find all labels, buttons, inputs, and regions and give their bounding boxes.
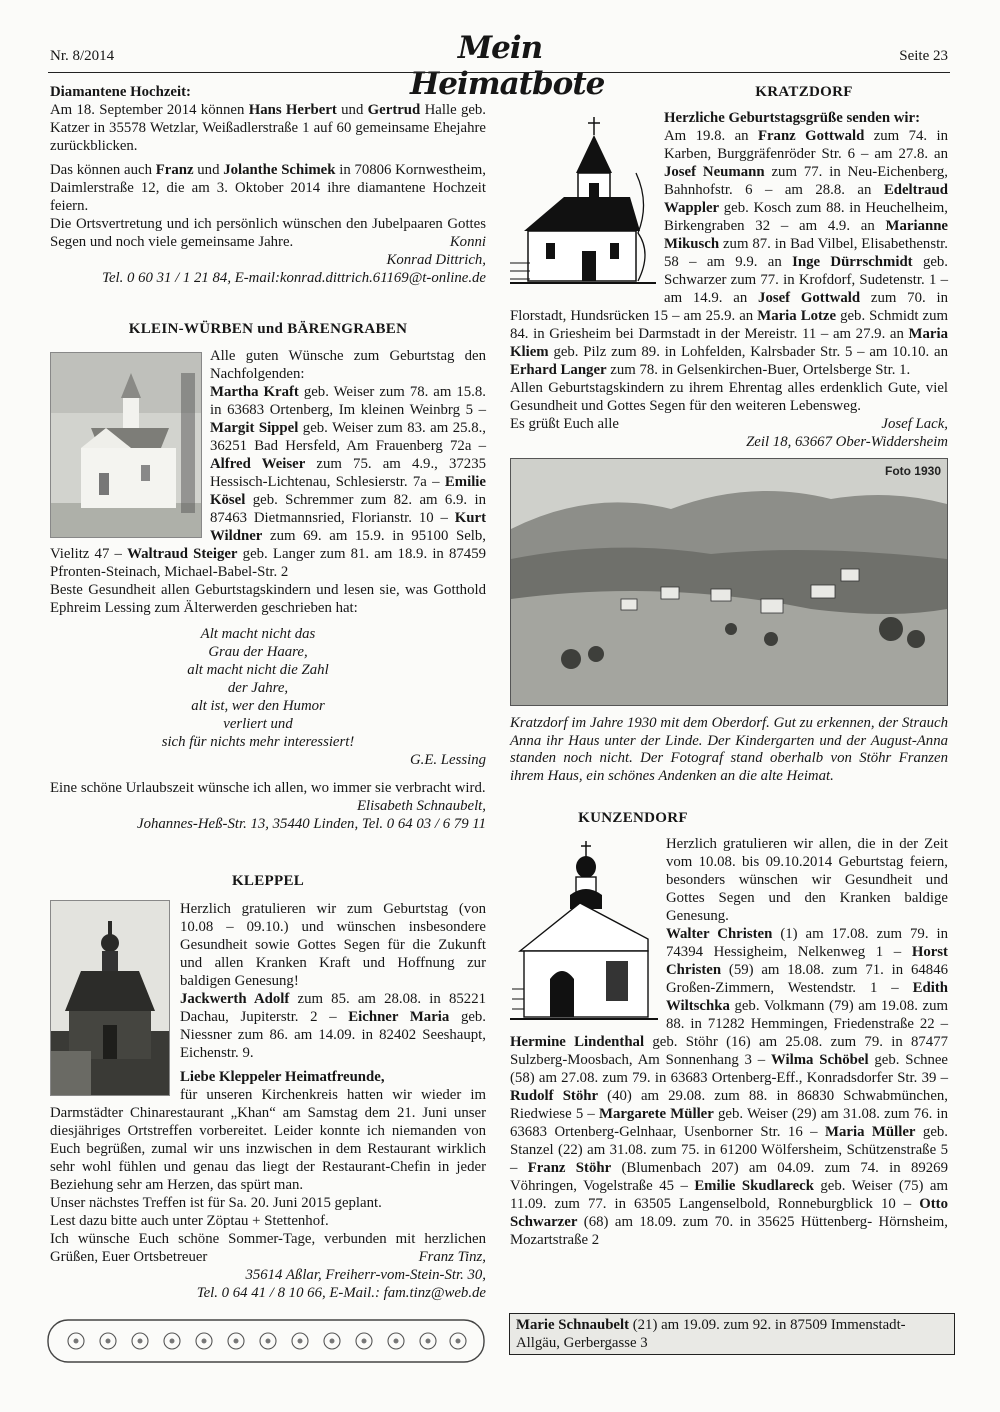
page-number: Seite 23	[899, 48, 948, 64]
flower-border-icon	[46, 1318, 486, 1364]
poem-line: sich für nichts mehr interessiert!	[161, 734, 355, 750]
diamond-paragraph-1: Am 18. September 2014 können Hans Herbert und Gertrud Halle geb. Katzer in 35578 Wetzlar, Weißadlerstraße 1 auf 60 gemeinsame Ehejahre zurückblicken.	[50, 102, 487, 154]
highlight-text: (21) am 19.09. zum 92. in 87509 Immenstadt-Allgäu, Gerbergasse 3	[516, 1317, 906, 1351]
klein-closing-address: Johannes-Heß-Str. 13, 35440 Linden, Tel. 0 64 03 / 6 79 11	[137, 816, 486, 832]
kleppel-address: 35614 Aßlar, Freiherr-vom-Stein-Str. 30,	[245, 1267, 486, 1283]
diamond-paragraph-2: Das können auch Franz und Jolanthe Schimek in 70806 Kornwestheim, Daimlerstraße 12, die am 3. Oktober 2014 ihre diamantene Hochzeit feiern.	[50, 162, 486, 214]
kleppel-section	[50, 872, 486, 1302]
klein-wuerben-section	[50, 320, 486, 833]
diamond-contact: Tel. 0 60 31 / 1 21 84, E-mail:konrad.dittrich.61169@t-online.de	[102, 270, 486, 286]
church-drawing-kunzendorf	[510, 839, 658, 1029]
kratzdorf-heading: KRATZDORF	[755, 84, 853, 100]
poem-line: Alt macht nicht das	[200, 626, 316, 642]
kratzdorf-section	[510, 83, 948, 785]
left-column	[50, 83, 486, 1302]
klein-birthday-list: Martha Kraft geb. Weiser zum 78. am 15.8. in 63683 Ortenberg, Im kleinen Weinbrg 5 – Margit Sippel geb. Weiser zum 83. am 25.8., 36251 Bad Hersfeld, Am Frauenberg 72a – Alfred Weiser zum 75. am 4.9., 37235 Hessisch-Lichtenau, Schlesierstr. 7a – Emilie Kösel geb. Schremmer zum 82. am 6.9. in 87463 Dietmannsried, Florianstr. 10 – Kurt Wildner zum 69. am 15.9. in 95100 Selb, Vielitz 47 – Waltraud Steiger geb. Langer zum 81. am 18.9. in 87459 Pfronten-Steinach, Michael-Babel-Str. 2	[50, 384, 487, 580]
lessing-poem	[30, 625, 486, 751]
chapel-klein-icon	[51, 353, 201, 537]
highlighted-birthday-box	[509, 1313, 955, 1355]
kleppel-wishes: Ich wünsche Euch schöne Sommer-Tage, verbunden mit herzlichen Grüßen, Euer Ortsbetreuer Franz Tinz,	[50, 1231, 486, 1265]
kunzendorf-intro: Herzlich gratulieren wir allen, die in der Zeit vom 10.08. bis 09.10.2014 Geburtstag feiern, besonders wünschen wir Gesundheit und Gottes Segen und den Kranken baldige Genesung.	[666, 836, 948, 924]
kleppel-intro: Herzlich gratulieren wir zum Geburtstag (von 10.08 – 09.10.) und wünschen insbesondere Gesundheit sowie Gottes Segen für die Zukunft und allen Kranken Kraft und Hoffnung zur baldigen Genesung!	[180, 901, 486, 989]
masthead-title: Mein Heimatbote	[410, 30, 605, 102]
chapel-photo-klein	[50, 352, 202, 538]
kleppel-contact: Tel. 0 64 41 / 8 10 66, E-Mail.: fam.tinz@web.de	[196, 1285, 486, 1301]
kunzendorf-birthday-list: Walter Christen (1) am 17.08. zum 79. in 74394 Hessigheim, Nelkenweg 1 – Horst Christen (59) am 18.08. zum 71. in 64846 Großen-Zimmern, Westendstr. 1 – Edith Wiltschka geb. Volkmann (79) am 19.08. zum 88. in 71282 Hemmingen, Friedenstraße 22 – Hermine Lindenthal geb. Stöhr (16) am 25.08. zum 79. in 87477 Sulzberg-Moosbach, Am Sonnenhang 3 – Wilma Schöbel geb. Schnee (58) am 27.08. zum 79. in 63683 Ortenberg-Eff., Konradsdorfer Str. 39 – Rudolf Stöhr (40) am 29.08. zum 88. in 86830 Schwabmünchen, Riedwiese 5 – Margarete Müller geb. Weiser (29) am 31.08. zum 76. in 63683 Ortenberg-Gelnhaar, Usenborner Str. 16 – Maria Müller geb. Stanzel (22) am 31.08. zum 75. in 61200 Wölfersheim, Schützenstraße 5 – Franz Stöhr (Blumenbach 207) am 04.09. zum 74. in 89269 Vöhringen, Vogelstraße 45 – Emilie Skudlareck geb. Weiser (75) am 11.09. zum 77. in 63505 Langenselbold, Ronneburgblick 10 – Otto Schwarzer (68) am 18.09. zum 70. in 35625 Hüttenberg- Hörnsheim, Mozartstraße 2	[510, 926, 949, 1248]
header-rule	[48, 72, 950, 73]
church-icon	[510, 113, 656, 291]
poem-line: alt macht nicht die Zahl	[187, 662, 329, 678]
poem-line: alt ist, wer den Humor	[191, 698, 325, 714]
chapel-photo-kleppel	[50, 900, 170, 1096]
right-column	[510, 83, 948, 1249]
decorative-flower-border	[46, 1318, 486, 1364]
village-landscape-icon	[511, 459, 947, 705]
kleppel-see-also: Lest dazu bitte auch unter Zöptau + Stettenhof.	[50, 1213, 329, 1229]
kleppel-paragraph: für unseren Kirchenkreis hatten wir wieder im Darmstädter Chinarestaurant „Khan“ am Samstag dem 21. Juni unser diesjähriges Ortstreffen vorbereitet. Leider konnte ich niemanden von Euch begrüßen, zumal wir uns inzwischen in dem Restaurant wirklich sehr wohl fühlen und genau das liegt der Restaurant-Chefin in jeder Beziehung sehr am Herzen, das spürt man.	[50, 1087, 486, 1193]
klein-lessing-intro: Beste Gesundheit allen Geburtstagskindern und lesen sie, was Gotthold Ephreim Lessing zum Älterwerden geschrieben hat:	[50, 582, 486, 616]
kratzdorf-address: Zeil 18, 63667 Ober-Widdersheim	[746, 434, 948, 450]
issue-number: Nr. 8/2014	[50, 48, 115, 64]
poem-line: Grau der Haare,	[208, 644, 308, 660]
kleppel-next-meeting: Unser nächstes Treffen ist für Sa. 20. Juni 2015 geplant.	[50, 1195, 382, 1211]
wooden-chapel-icon	[51, 901, 169, 1095]
kleppel-birthdays: Jackwerth Adolf zum 85. am 28.08. in 85221 Dachau, Jupiterstr. 2 – Eichner Maria geb. Niessner zum 86. am 14.09. in 82402 Seeshaupt, Eichenstr. 9.	[180, 991, 487, 1061]
baroque-church-icon	[510, 839, 658, 1029]
poem-line: der Jahre,	[227, 680, 289, 696]
kleppel-heading: KLEPPEL	[231, 873, 305, 889]
klein-intro: Alle guten Wünsche zum Geburtstag den Nachfolgenden:	[210, 348, 486, 382]
church-drawing-kratzdorf	[510, 113, 656, 291]
kratzdorf-village-photo	[510, 458, 948, 706]
kleppel-subheading: Liebe Kleppeler Heimatfreunde,	[180, 1069, 385, 1085]
poem-author: G.E. Lessing	[409, 752, 486, 768]
diamond-heading: Diamantene Hochzeit:	[50, 84, 191, 100]
klein-closing: Eine schöne Urlaubszeit wünsche ich allen, wo immer sie verbracht wird. Elisabeth Schnaubelt,	[50, 780, 486, 814]
klein-heading: KLEIN-WÜRBEN und BÄRENGRABEN	[128, 321, 408, 337]
photo-caption: Kratzdorf im Jahre 1930 mit dem Oberdorf. Gut zu erkennen, der Strauch Anna ihr Haus unter der Linde. Der Kindergarten und der August-Anna standen noch nicht. Der Fotograf stand oberhalb von Stöhr Franzen ihrem Haus, ein schönes Andenken an die alte Heimat.	[510, 715, 948, 784]
kratzdorf-wishes: Allen Geburtstagskindern zu ihrem Ehrentag alles erdenklich Gute, viel Gesundheit und Gottes Segen für den weiteren Lebensweg.	[510, 380, 948, 414]
kratzdorf-subheading: Herzliche Geburtstagsgrüße senden wir:	[664, 110, 921, 126]
diamond-signature: Konrad Dittrich,	[386, 252, 486, 268]
highlight-name: Marie Schnaubelt	[516, 1317, 630, 1333]
kunzendorf-section	[510, 809, 948, 1249]
diamond-wedding-section	[50, 83, 486, 287]
poem-line: verliert und	[223, 716, 293, 732]
photo-year-label: Foto 1930	[884, 464, 941, 478]
diamond-paragraph-3: Die Ortsvertretung und ich persönlich wünschen den Jubelpaaren Gottes Segen und noch viele gemeinsame Jahre. Konni	[50, 216, 486, 250]
kunzendorf-heading: KUNZENDORF	[578, 810, 688, 826]
kratzdorf-birthday-list: Am 19.8. an Franz Gottwald zum 74. in Karben, Burggräfenröder Str. 6 – am 27.8. an Josef Neumann zum 77. in Neu-Eichenberg, Bahnhofstr. 6 – am 28.8. an Edeltraud Wappler geb. Kosch zum 88. in Heuchelheim, Birkengraben 32 – am 4.9. an Marianne Mikusch zum 87. in Bad Vilbel, Elisabethenstr. 58 – am 9.9. an Inge Dürrschmidt geb. Schwarzer zum 77. in Krofdorf, Sudetenstr. 1 – am 14.9. an Josef Gottwald zum 70. in Florstadt, Hundsrücken 15 – am 25.9. an Maria Lotze geb. Schmidt zum 84. in Griesheim bei Darmstadt in der Mereistr. 11 – am 27.9. an Maria Kliem geb. Pilz zum 89. in Lohfelden, Kalrsbader Str. 5 – am 10.10. an Erhard Langer zum 78. in Gelsenkirchen-Buer, Ortelsberge Str. 1.	[510, 128, 949, 378]
kratzdorf-greeting: Es grüßt Euch alle Josef Lack,	[510, 416, 948, 432]
